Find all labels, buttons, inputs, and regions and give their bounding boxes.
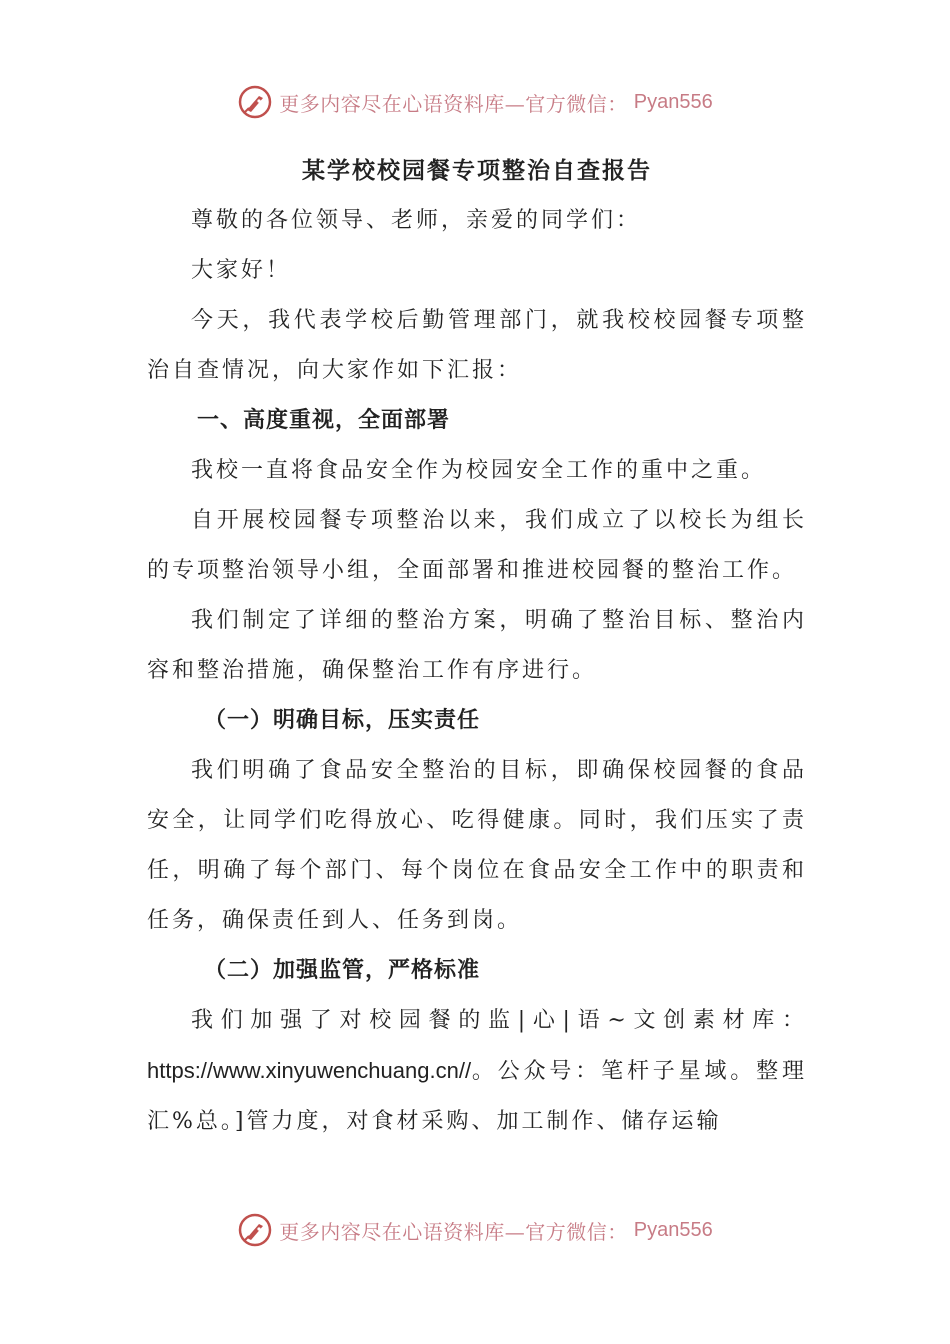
subsection2-heading: （二）加强监管，严格标准 [204, 958, 481, 983]
section1-heading: 一、高度重视，全面部署 [197, 408, 451, 433]
watermark-text: 更多内容尽在心语资料库—官方微信： [279, 1219, 628, 1244]
watermark-wechat-id: Pyan556 [633, 90, 713, 113]
document-title: 某学校校园餐专项整治自查报告 [302, 158, 652, 184]
document-body [147, 146, 807, 1147]
intro-paragraph: 今天，我代表学校后勤管理部门，就我校校园餐专项整治自查情况，向大家作如下汇报： [147, 308, 807, 383]
watermark-header-inner [237, 84, 712, 120]
website-url: https://www.xinyuwenchuang.cn// [147, 1058, 472, 1083]
watermark-text: 更多内容尽在心语资料库—官方微信： [279, 91, 628, 116]
section1-paragraph-3: 我们制定了详细的整治方案，明确了整治目标、整治内容和整治措施，确保整治工作有序进行。 [147, 608, 807, 683]
watermark-wechat-id: Pyan556 [633, 1218, 713, 1241]
watermark-footer [0, 1208, 950, 1252]
watermark-footer-inner [237, 1212, 712, 1248]
hello-paragraph: 大家好！ [191, 258, 292, 283]
subsection1-heading: （一）明确目标，压实责任 [204, 708, 481, 733]
section1-paragraph-1: 我校一直将食品安全作为校园安全工作的重中之重。 [191, 458, 767, 483]
subsection2-text-b: 。公众号：笔杆子星域。整理汇%总。]管力度，对食材采购、加工制作、储存运输 [147, 1059, 807, 1134]
section1-paragraph-2: 自开展校园餐专项整治以来，我们成立了以校长为组长的专项整治领导小组，全面部署和推进校园餐的整治工作。 [147, 508, 807, 583]
pen-nib-logo-icon [237, 84, 273, 120]
pen-nib-logo-icon [237, 1212, 273, 1248]
subsection1-paragraph: 我们明确了食品安全整治的目标，即确保校园餐的食品安全，让同学们吃得放心、吃得健康。同时，我们压实了责任，明确了每个部门、每个岗位在食品安全工作中的职责和任务，确保责任到人、任务到岗。 [147, 758, 807, 933]
watermark-header [0, 80, 950, 124]
subsection2-paragraph [147, 996, 807, 1147]
subsection2-text-a: 我们加强了对校园餐的监|心|语~文创素材库： [191, 1008, 807, 1033]
greeting-paragraph: 尊敬的各位领导、老师，亲爱的同学们： [191, 208, 642, 233]
